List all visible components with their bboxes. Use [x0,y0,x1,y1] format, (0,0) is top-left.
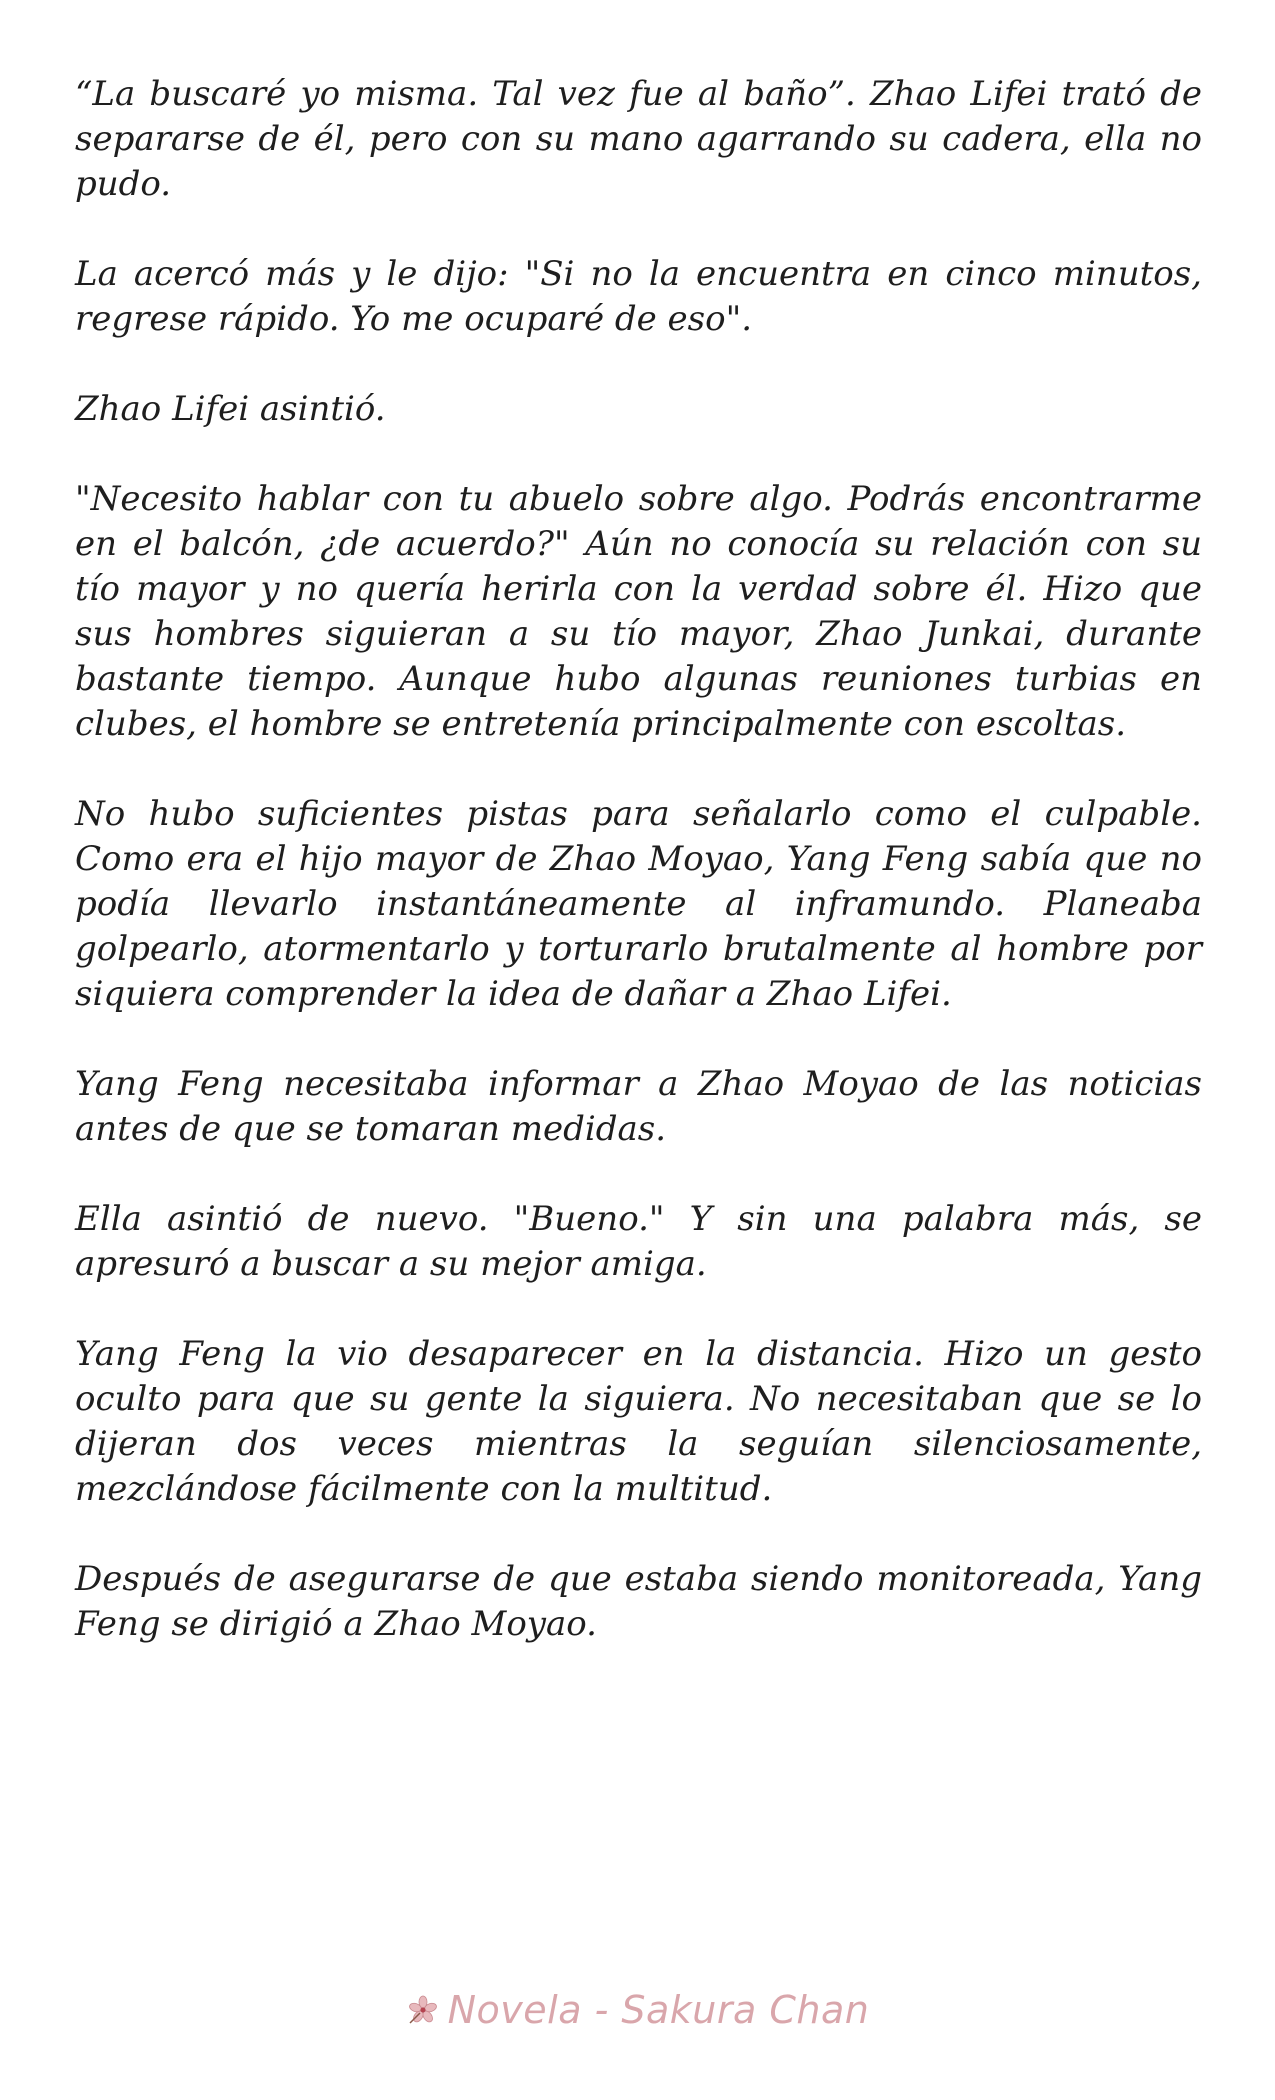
paragraph-2: La acercó más y le dijo: "Si no la encuentra en cinco minutos, regrese rápido. Yo me ocuparé de eso". [75,254,1202,339]
paragraph-5: No hubo suficientes pistas para señalarlo como el culpable. Como era el hijo mayor de Zhao Moyao, Yang Feng sabía que no podía llevarlo instantáneamente al inframundo. Planeaba golpearlo, atormentarlo y torturarlo brutalmente al hombre por siquiera comprender la idea de dañar a Zhao Lifei. [75,794,1202,1014]
paragraph-3: Zhao Lifei asintió. [75,389,386,429]
watermark [0,1982,1275,2038]
paragraph-8: Yang Feng la vio desaparecer en la distancia. Hizo un gesto oculto para que su gente la siguiera. No necesitaban que se lo dijeran dos veces mientras la seguían silenciosamente, mezclándose fácilmente con la multitud. [75,1334,1202,1509]
story-text [75,72,1202,1692]
paragraph-4: "Necesito hablar con tu abuelo sobre algo. Podrás encontrarme en el balcón, ¿de acuerdo?" Aún no conocía su relación con su tío mayor y no quería herirla con la verdad sobre él. Hizo que sus hombres siguieran a su tío mayor, Zhao Junkai, durante bastante tiempo. Aunque hubo algunas reuniones turbias en clubes, el hombre se entretenía principalmente con escoltas. [75,479,1202,744]
cherry-blossom-icon [406,1993,440,2027]
paragraph-9: Después de asegurarse de que estaba siendo monitoreada, Yang Feng se dirigió a Zhao Moyao. [75,1559,1202,1644]
watermark-text: Novela - Sakura Chan [447,1988,870,2032]
paragraph-6: Yang Feng necesitaba informar a Zhao Moyao de las noticias antes de que se tomaran medidas. [75,1064,1202,1149]
paragraph-1: “La buscaré yo misma. Tal vez fue al baño”. Zhao Lifei trató de separarse de él, pero con su mano agarrando su cadera, ella no pudo. [75,74,1202,204]
paragraph-7: Ella asintió de nuevo. "Bueno." Y sin una palabra más, se apresuró a buscar a su mejor amiga. [75,1199,1202,1284]
